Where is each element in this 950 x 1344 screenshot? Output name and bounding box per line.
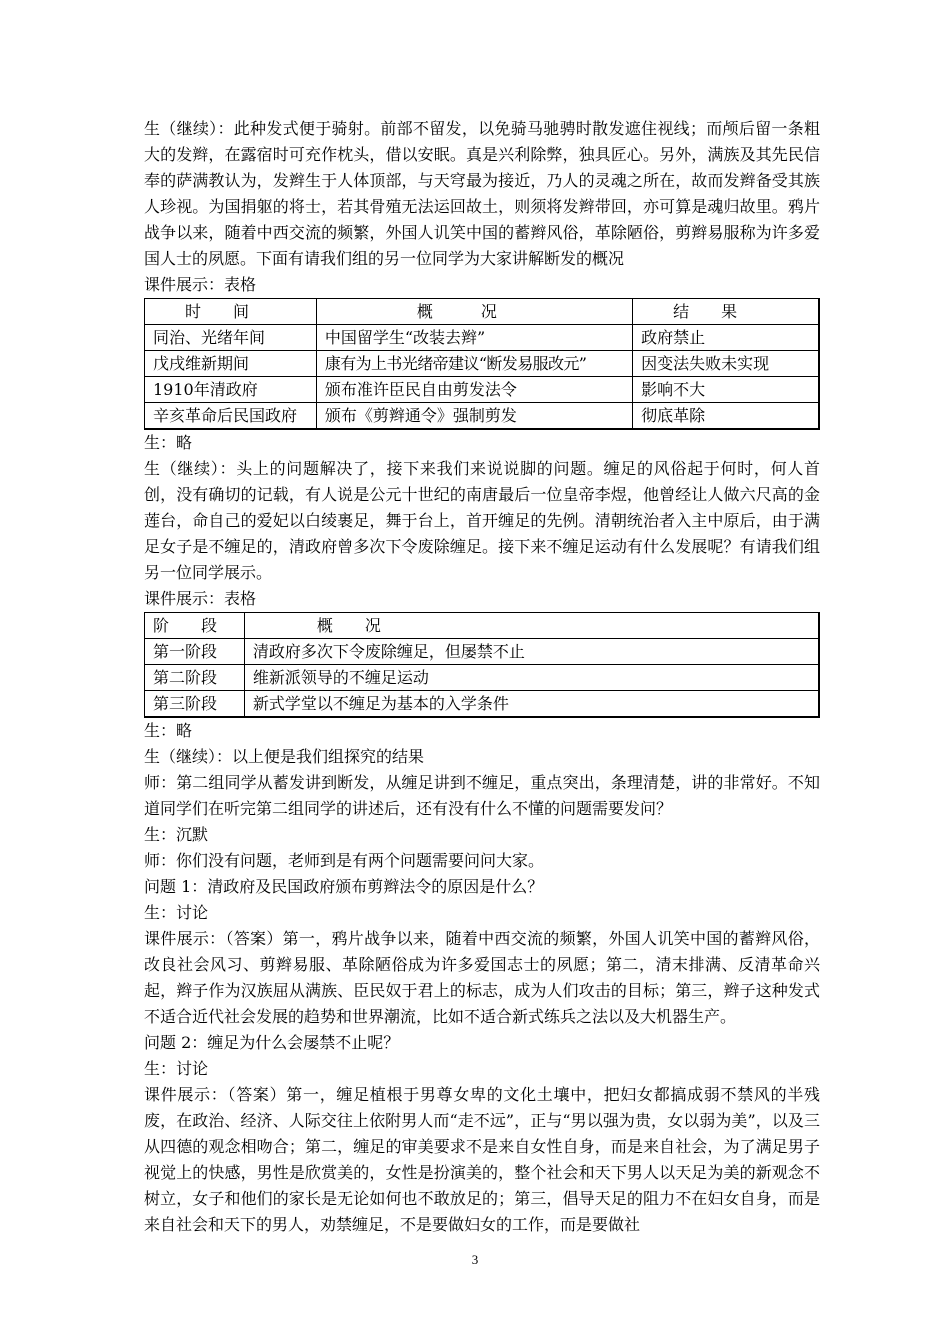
table-row	[145, 665, 820, 691]
table-cell: 1910年清政府	[145, 377, 317, 403]
table-header-cell: 概 况	[244, 613, 819, 639]
table-header-cell: 阶 段	[145, 613, 245, 639]
table-row	[145, 377, 820, 403]
table-cell: 第三阶段	[145, 691, 245, 718]
paragraph: 师：你们没有问题，老师到是有两个问题需要问问大家。	[144, 851, 545, 870]
table-cell: 维新派领导的不缠足运动	[244, 665, 819, 691]
table-cell: 第二阶段	[145, 665, 245, 691]
table-cell: 中国留学生“改装去辫”	[316, 325, 632, 351]
document-body	[144, 116, 820, 1238]
paragraph: 生：讨论	[144, 903, 209, 922]
table-cell: 辛亥革命后民国政府	[145, 403, 317, 430]
paragraph: 生：略	[144, 721, 193, 740]
paragraph: 课件展示：表格	[144, 589, 257, 608]
table-cell: 第一阶段	[145, 639, 245, 665]
paragraph: 课件展示：表格	[144, 275, 257, 294]
table-header-row	[145, 299, 820, 325]
table-cell: 颁布《剪辫通令》强制剪发	[316, 403, 632, 430]
paragraph: 生（继续）：头上的问题解决了，接下来我们来说说脚的问题。缠足的风俗起于何时，何人首创，没有确切的记载，有人说是公元十世纪的南唐最后一位皇帝李煜，他曾经让人做六尺高的金莲台，命自己的爱妃以白绫裹足，舞于台上，首开缠足的先例。清朝统治者入主中原后，由于满足女子是不缠足的，清政府曾多次下令废除缠足。接下来不缠足运动有什么发展呢？有请我们组另一位同学展示。	[144, 459, 820, 582]
table-cell: 康有为上书光绪帝建议“断发易服改元”	[316, 351, 632, 377]
paragraph: 问题 2：缠足为什么会屡禁不止呢？	[144, 1033, 400, 1052]
page-number: 3	[471, 1252, 479, 1267]
paragraph: 问题 1：清政府及民国政府颁布剪辫法令的原因是什么？	[144, 877, 544, 896]
table-cell: 影响不大	[633, 377, 819, 403]
queue-cutting-table	[144, 298, 820, 430]
paragraph: 师：第二组同学从蓄发讲到断发，从缠足讲到不缠足，重点突出，条理清楚，讲的非常好。不知道同学们在听完第二组同学的讲述后，还有没有什么不懂的问题需要发问？	[144, 773, 820, 818]
table-cell: 彻底革除	[633, 403, 819, 430]
table-row	[145, 403, 820, 430]
paragraph: 生：讨论	[144, 1059, 209, 1078]
table-header-cell: 概 况	[316, 299, 632, 325]
paragraph: 生：略	[144, 433, 193, 452]
table-cell: 清政府多次下令废除缠足，但屡禁不止	[244, 639, 819, 665]
table-row	[145, 351, 820, 377]
table-header-row	[145, 613, 820, 639]
table-cell: 颁布准许臣民自由剪发法令	[316, 377, 632, 403]
paragraph: 课件展示：（答案）第一，鸦片战争以来，随着中西交流的频繁，外国人讥笑中国的蓄辫风俗，改良社会风习、剪辫易服、革除陋俗成为许多爱国志士的夙愿；第二，清末排满、反清革命兴起，辫子作为汉族屈从满族、臣民奴于君上的标志，成为人们攻击的目标；第三，辫子这种发式不适合近代社会发展的趋势和世界潮流，比如不适合新式练兵之法以及大机器生产。	[144, 929, 820, 1026]
table-cell: 同治、光绪年间	[145, 325, 317, 351]
table-row	[145, 639, 820, 665]
paragraph: 生（继续）：此种发式便于骑射。前部不留发，以免骑马驰骋时散发遮住视线；而颅后留一条粗大的发辫，在露宿时可充作枕头，借以安眠。真是兴利除弊，独具匠心。另外，满族及其先民信奉的萨满教认为，发辫生于人体顶部，与天穹最为接近，乃人的灵魂之所在，故而发辫备受其族人珍视。为国捐躯的将士，若其骨殖无法运回故土，则须将发辫带回，亦可算是魂归故里。鸦片战争以来，随着中西交流的频繁，外国人讥笑中国的蓄辫风俗，革除陋俗，剪辫易服称为许多爱国人士的夙愿。下面有请我们组的另一位同学为大家讲解断发的概况	[144, 119, 820, 268]
table-row	[145, 691, 820, 718]
table-cell: 因变法失败未实现	[633, 351, 819, 377]
table-row	[145, 325, 820, 351]
paragraph: 生（继续）：以上便是我们组探究的结果	[144, 747, 425, 766]
table-header-cell: 时 间	[145, 299, 317, 325]
table-header-cell: 结 果	[633, 299, 819, 325]
paragraph: 课件展示：（答案）第一，缠足植根于男尊女卑的文化土壤中，把妇女都搞成弱不禁风的半残废，在政治、经济、人际交往上依附男人而“走不远”，正与“男以强为贵，女以弱为美”，以及三从四德的观念相吻合；第二，缠足的审美要求不是来自女性自身，而是来自社会，为了满足男子视觉上的快感，男性是欣赏美的，女性是扮演美的，整个社会和天下男人以天足为美的新观念不树立，女子和他们的家长是无论如何也不敢放足的；第三，倡导天足的阻力不在妇女自身，而是来自社会和天下的男人，劝禁缠足，不是要做妇女的工作，而是要做社	[144, 1085, 820, 1234]
table-cell: 戊戌维新期间	[145, 351, 317, 377]
table-cell: 政府禁止	[633, 325, 819, 351]
paragraph: 生：沉默	[144, 825, 209, 844]
foot-binding-table	[144, 612, 820, 718]
table-cell: 新式学堂以不缠足为基本的入学条件	[244, 691, 819, 718]
